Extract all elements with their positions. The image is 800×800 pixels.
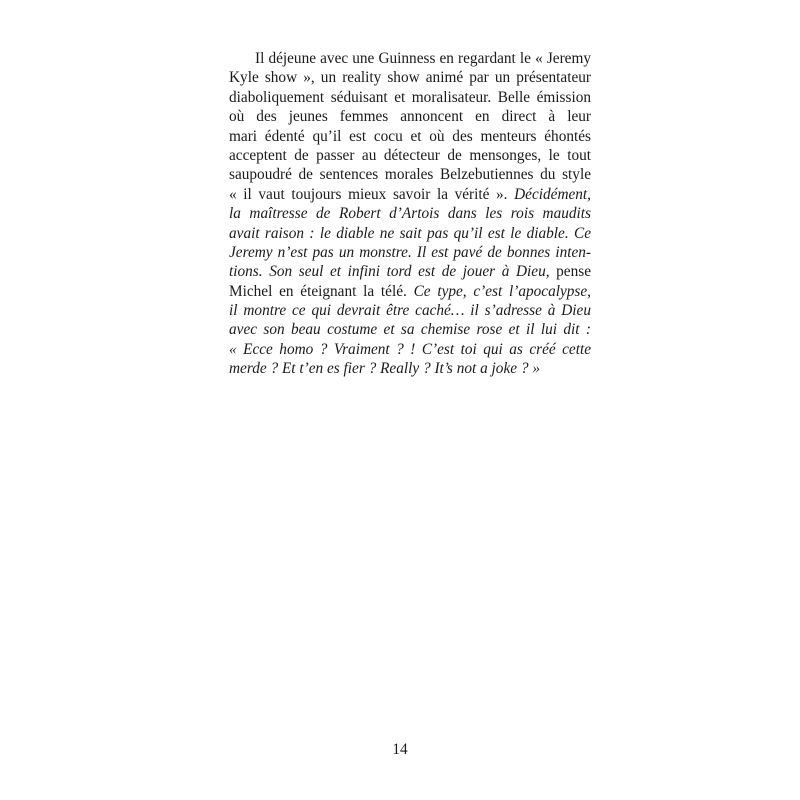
- text-line: [229, 68, 591, 87]
- text-segment: « il vaut toujours mieux savoir la vérité ».: [229, 185, 515, 203]
- italic-text-segment: merde ? Et t’en es fier ? Really ? It’s not a joke ? »: [229, 360, 540, 378]
- text-line: [229, 262, 591, 281]
- text-line: [229, 107, 591, 126]
- text-line: [229, 243, 591, 262]
- text-line: [229, 224, 591, 243]
- italic-text-segment: la maîtresse de Robert d’Artois dans les rois maudits: [229, 205, 591, 223]
- text-line: [229, 359, 591, 378]
- italic-text-segment: avec son beau costume et sa chemise rose et il lui dit :: [229, 321, 591, 339]
- text-segment: Il déjeune avec une Guinness en regardant le « Jeremy: [255, 50, 591, 67]
- text-line: [229, 88, 591, 107]
- text-line: [229, 49, 591, 68]
- text-line: [229, 165, 591, 184]
- text-line: [229, 185, 591, 204]
- text-segment: diaboliquement séduisant et moralisateur. Belle émission: [229, 88, 591, 106]
- text-line: [229, 146, 591, 165]
- text-segment: pense: [556, 263, 591, 281]
- italic-text-segment: tions. Son seul et infini tord est de jouer à Dieu,: [229, 263, 557, 281]
- text-segment: Michel en éteignant la télé.: [229, 282, 414, 300]
- text-line: [229, 282, 591, 301]
- italic-text-segment: « Ecce homo ? Vraiment ? ! C’est toi qui as créé cette: [229, 340, 591, 358]
- text-line: [229, 320, 591, 339]
- text-segment: mari édenté qu’il est cocu et où des menteurs éhontés: [229, 127, 591, 145]
- text-line: [229, 340, 591, 359]
- italic-text-segment: Ce type, c’est l’apocalypse,: [413, 282, 591, 300]
- text-line: [229, 127, 591, 146]
- italic-text-segment: avait raison : le diable ne sait pas qu’il est le diable. Ce: [229, 224, 591, 242]
- text-line: [229, 204, 591, 223]
- text-segment: acceptent de passer au détecteur de mensonges, le tout: [229, 146, 591, 164]
- paragraph-text: [229, 49, 591, 379]
- text-segment: Kyle show », un reality show animé par un présentateur: [229, 69, 591, 87]
- text-line: [229, 301, 591, 320]
- italic-text-segment: Décidément,: [514, 185, 591, 203]
- page-number: 14: [392, 741, 408, 758]
- text-segment: où des jeunes femmes annoncent en direct à leur: [229, 108, 591, 126]
- text-segment: saupoudré de sentences morales Belzebutiennes du style: [229, 166, 591, 184]
- italic-text-segment: il montre ce qui devrait être caché… il s’adresse à Dieu: [229, 302, 591, 320]
- italic-text-segment: Jeremy n’est pas un monstre. Il est pavé de bonnes inten-: [229, 243, 591, 261]
